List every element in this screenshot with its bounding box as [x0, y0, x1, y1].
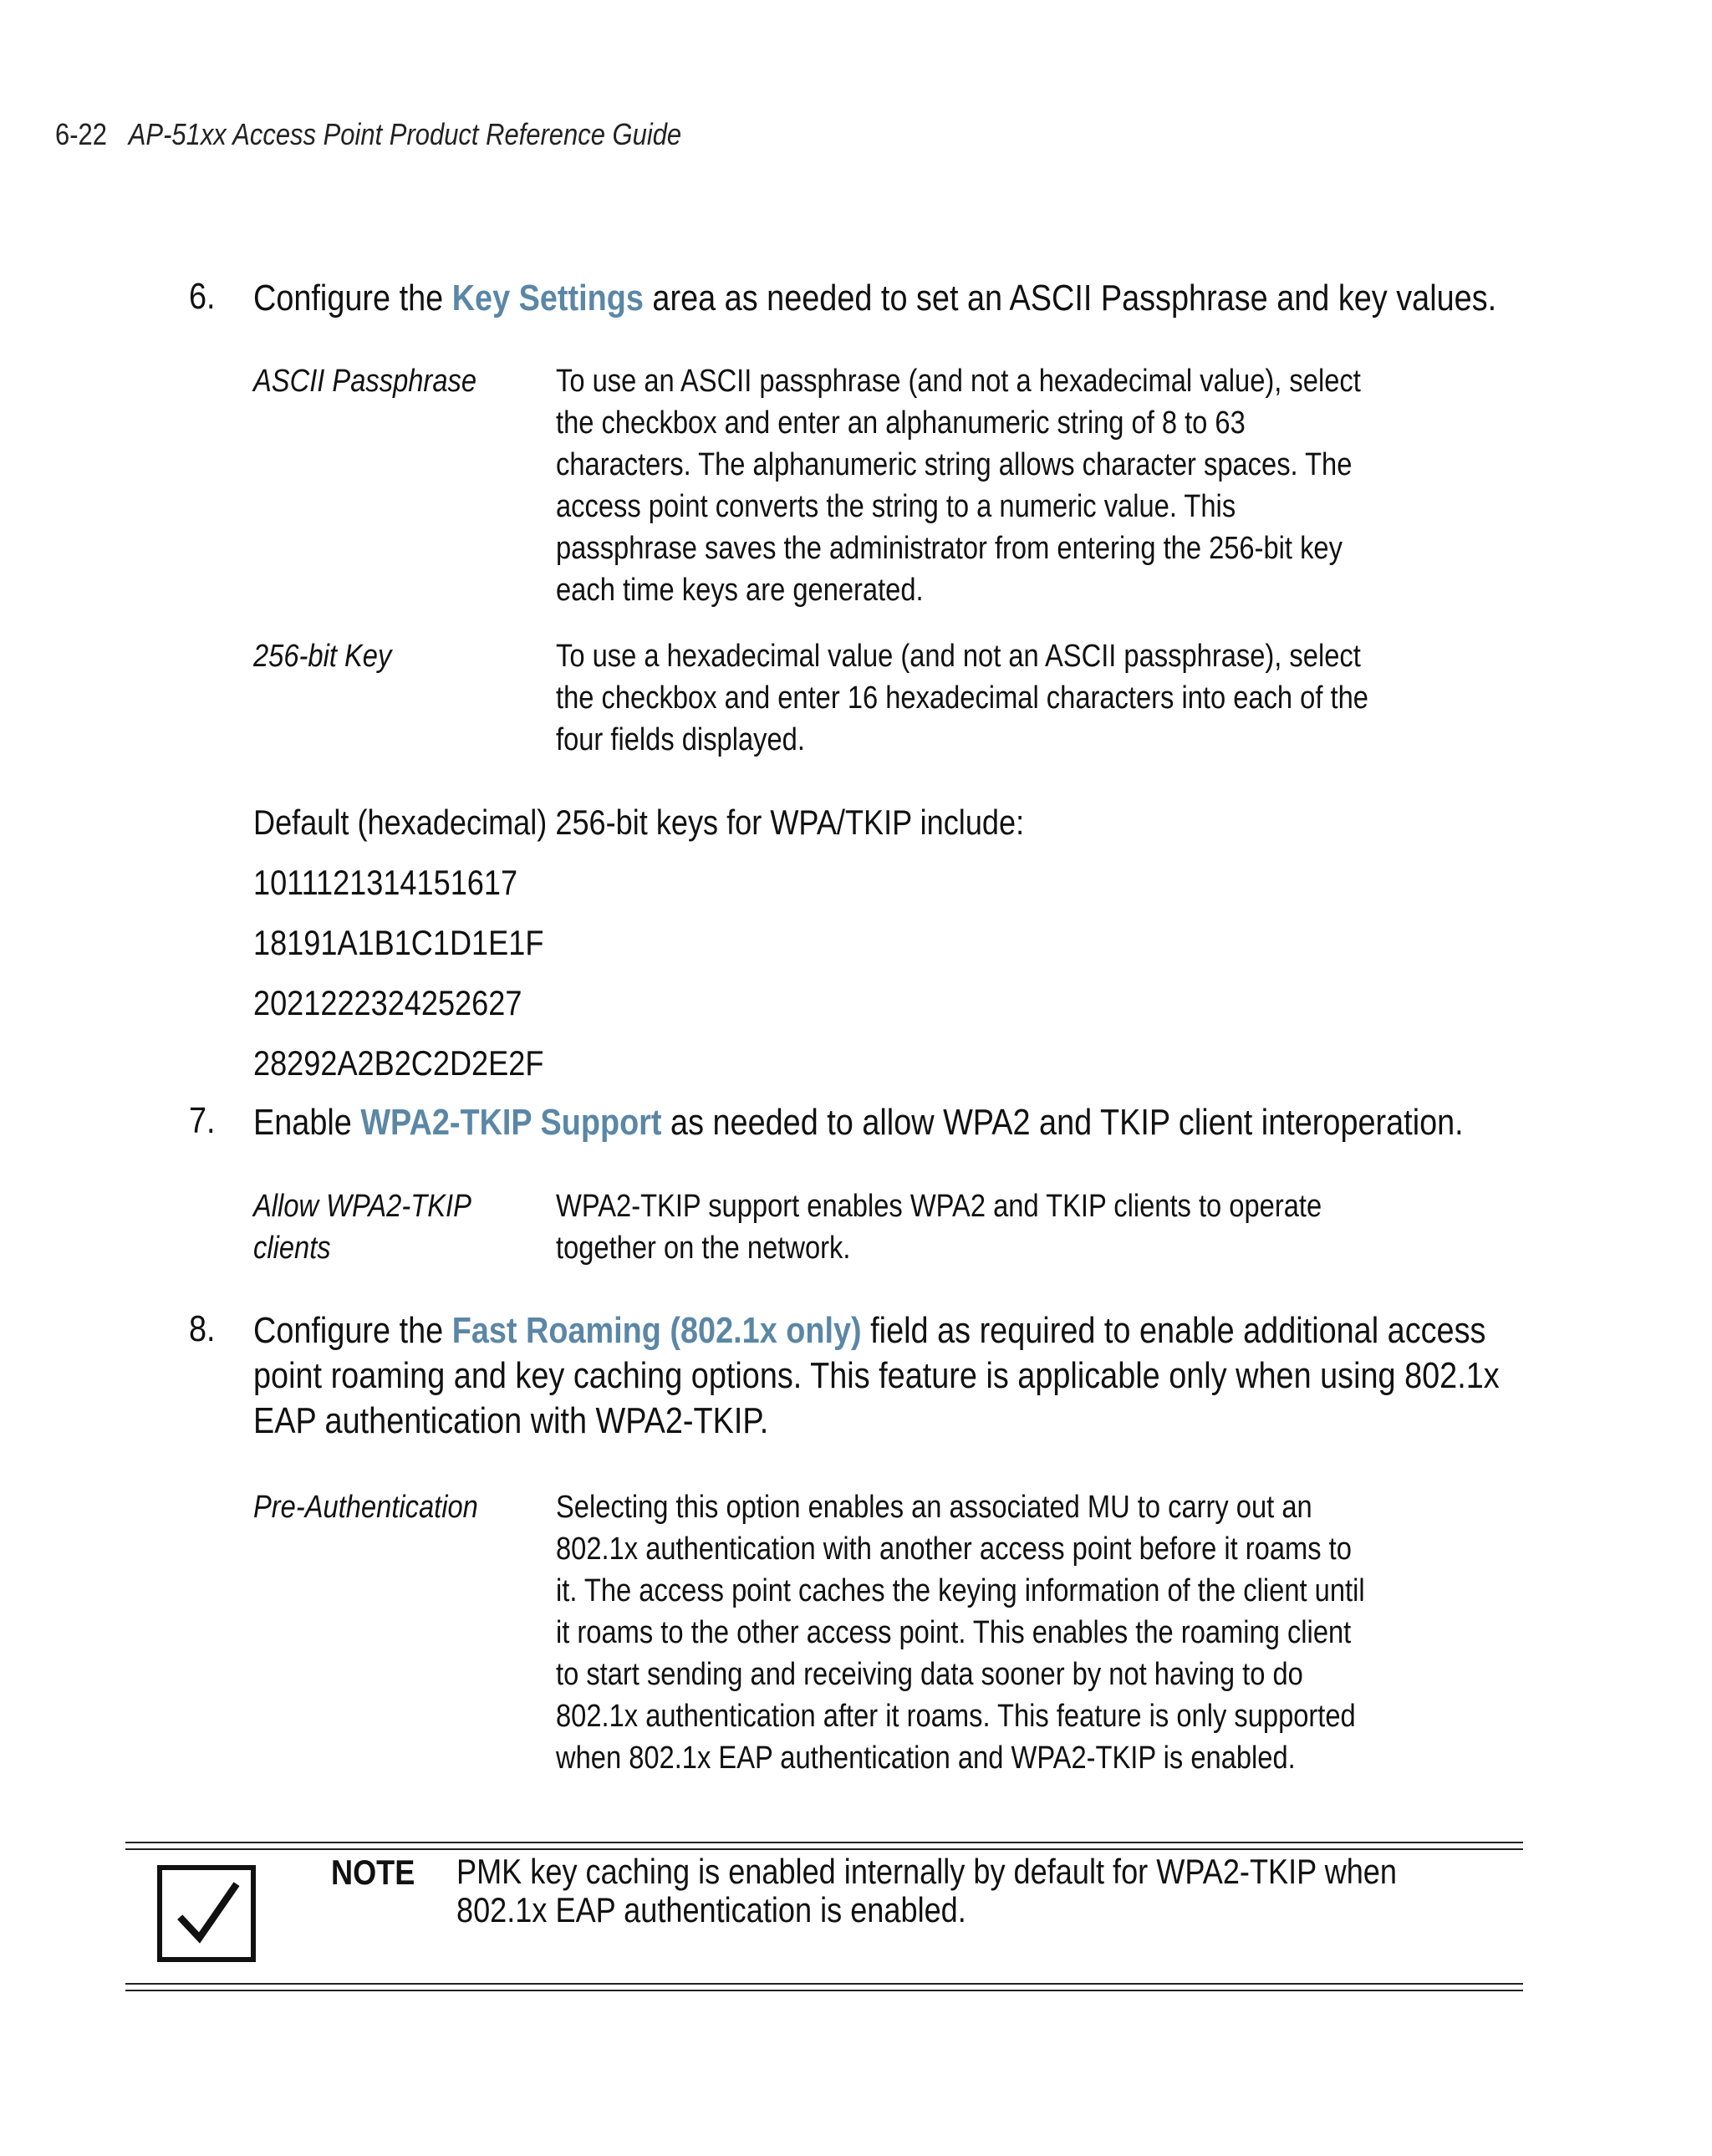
checkmark-icon [157, 1865, 256, 1962]
page-number: 6-22 [55, 117, 107, 151]
definition-line: each time keys are generated. [556, 573, 924, 608]
term-line: clients [253, 1231, 331, 1266]
default-key: 18191A1B1C1D1E1F [253, 923, 544, 962]
definition-line: the checkbox and enter an alphanumeric string of 8 to 63 [556, 405, 1246, 441]
step-8-line: EAP authentication with WPA2-TKIP. [253, 1400, 769, 1441]
definition-line: four fields displayed. [556, 722, 805, 757]
definition-line: 802.1x authentication after it roams. This feature is only supported [556, 1699, 1356, 1734]
key-256-term: 256-bit Key [253, 639, 392, 674]
step-6-text [253, 276, 1699, 321]
step-7-text-after: as needed to allow WPA2 and TKIP client interoperation. [661, 1102, 1464, 1143]
note-top-rule [125, 1848, 1523, 1850]
step-7-text-before: Enable [253, 1102, 361, 1143]
definition-line: 802.1x authentication with another access point before it roams to [556, 1532, 1352, 1567]
note-label: NOTE [331, 1853, 415, 1892]
fast-roaming-highlight: Fast Roaming (802.1x only) [451, 1310, 862, 1351]
key-256-definition [556, 635, 1501, 761]
note-top-rule [125, 1842, 1523, 1843]
pre-authentication-term: Pre-Authentication [253, 1490, 478, 1525]
definition-line: To use a hexadecimal value (and not an ASCII passphrase), select [556, 639, 1361, 674]
step-8-text-before: Configure the [253, 1310, 452, 1351]
pre-authentication-definition [556, 1486, 1496, 1779]
definition-line: To use an ASCII passphrase (and not a hexadecimal value), select [556, 364, 1361, 399]
default-key: 28292A2B2C2D2E2F [253, 1043, 544, 1083]
definition-line: it roams to the other access point. This enables the roaming client [556, 1615, 1352, 1650]
definition-line: WPA2-TKIP support enables WPA2 and TKIP clients to operate [556, 1189, 1322, 1224]
definition-line: to start sending and receiving data sooner by not having to do [556, 1657, 1303, 1692]
running-header [55, 117, 783, 152]
definition-line: characters. The alphanumeric string allows character spaces. The [556, 447, 1353, 482]
default-key: 1011121314151617 [253, 863, 518, 902]
definition-line: when 802.1x EAP authentication and WPA2-TKIP is enabled. [556, 1741, 1296, 1776]
note-line: 802.1x EAP authentication is enabled. [456, 1890, 966, 1929]
allow-wpa2-tkip-term [253, 1185, 507, 1269]
note-bottom-rule [125, 1990, 1523, 1991]
allow-wpa2-tkip-definition [556, 1185, 1446, 1269]
step-6-text-before: Configure the [253, 278, 452, 319]
definition-line: the checkbox and enter 16 hexadecimal characters into each of the [556, 680, 1368, 716]
step-7-text [253, 1100, 1660, 1145]
key-settings-highlight: Key Settings [451, 278, 644, 319]
step-8-line [253, 1308, 1500, 1353]
step-6-number: 6. [189, 276, 216, 317]
note-line: PMK key caching is enabled internally by default for WPA2-TKIP when [456, 1852, 1397, 1891]
step-7-number: 7. [189, 1100, 216, 1141]
note-text [456, 1853, 1550, 1929]
guide-title: AP-51xx Access Point Product Reference Guide [128, 117, 682, 151]
definition-line: it. The access point caches the keying information of the client until [556, 1573, 1365, 1608]
definition-line: Selecting this option enables an associated MU to carry out an [556, 1490, 1312, 1525]
definition-line: passphrase saves the administrator from entering the 256-bit key [556, 531, 1343, 566]
default-key: 2021222324252627 [253, 983, 522, 1022]
ascii-passphrase-term: ASCII Passphrase [253, 364, 477, 399]
definition-line: access point converts the string to a numeric value. This [556, 489, 1236, 524]
wpa2-tkip-support-highlight: WPA2-TKIP Support [360, 1102, 662, 1143]
step-8-number: 8. [189, 1308, 216, 1349]
step-8-line: point roaming and key caching options. This feature is applicable only when using 802.1x [253, 1355, 1500, 1396]
step-8-line1-after: field as required to enable additional access [861, 1310, 1486, 1351]
step-8-text [253, 1308, 1702, 1444]
note-bottom-rule [125, 1983, 1523, 1985]
default-keys-intro: Default (hexadecimal) 256-bit keys for WPA/TKIP include: [253, 803, 1025, 842]
term-line: Allow WPA2-TKIP [253, 1189, 471, 1224]
step-6-text-after: area as needed to set an ASCII Passphrase and key values. [643, 278, 1497, 319]
ascii-passphrase-definition [556, 360, 1492, 611]
definition-line: together on the network. [556, 1231, 851, 1266]
